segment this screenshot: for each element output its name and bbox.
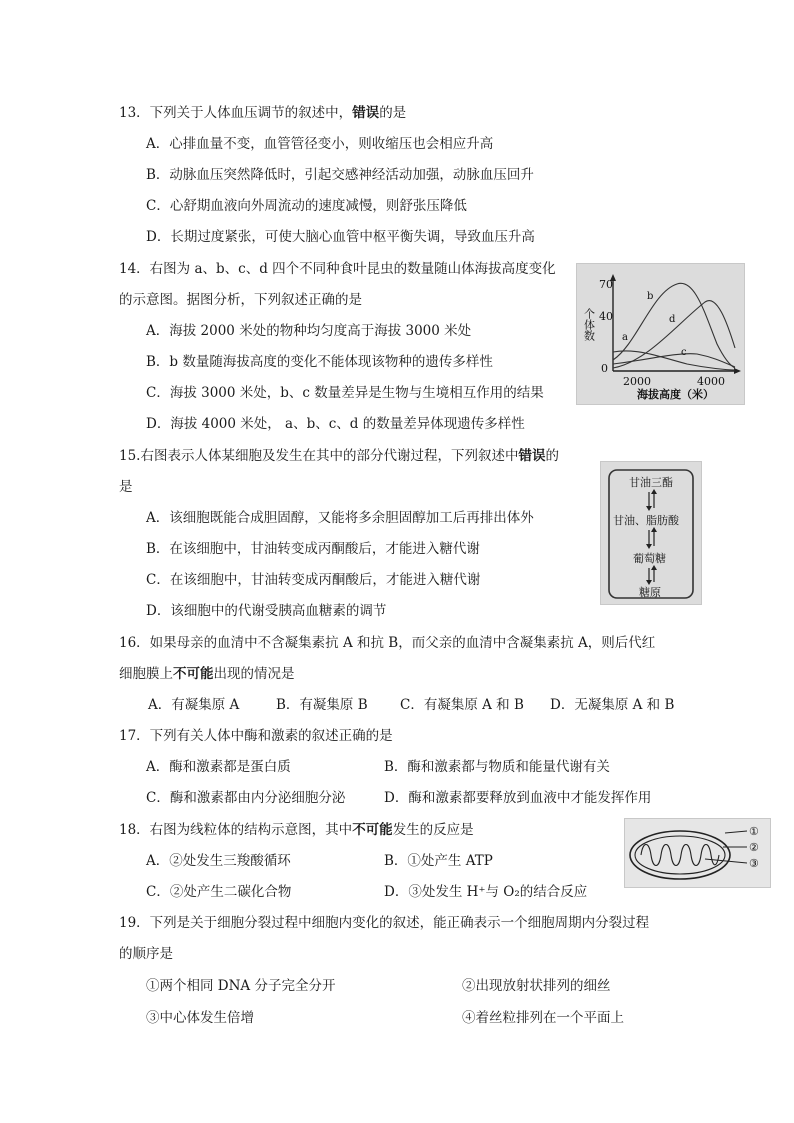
question-16-stem-line1: 16．如果母亲的血清中不含凝集素抗 A 和抗 B，而父亲的血清中含凝集素抗 A，则后代红 (119, 635, 656, 651)
y-tick-40: 40 (599, 310, 613, 323)
y-axis-label: 个体数 (582, 308, 596, 341)
pointer-line (705, 859, 747, 863)
q13-option-a: A．心排血量不变，血管管径变小，则收缩压也会相应升高 (146, 136, 494, 152)
arrow-down-icon (646, 544, 652, 549)
q18-option-a: A．②处发生三羧酸循环 (146, 853, 291, 869)
question-14-stem-line2: 的示意图。据图分析，下列叙述正确的是 (119, 292, 362, 308)
q14-option-a: A．海拔 2000 米处的物种均匀度高于海拔 3000 米处 (146, 323, 472, 339)
label-glycogen: 糖原 (639, 586, 661, 599)
altitude-insect-graph (577, 264, 744, 404)
q13-option-d: D．长期过度紧张，可使大脑心血管中枢平衡失调，导致血压升高 (146, 229, 535, 245)
label-glycerol-fatty-acid: 甘油、脂肪酸 (613, 514, 679, 527)
q15-option-a: A．该细胞既能合成胆固醇，又能将多余胆固醇加工后再排出体外 (146, 510, 534, 526)
cristae (641, 845, 719, 866)
q16-option-c: C．有凝集原 A 和 B (400, 697, 524, 713)
curve-label-a: a (622, 332, 628, 343)
arrow-down-icon (646, 580, 652, 585)
q19-item-2: ②出现放射状排列的细丝 (462, 978, 611, 994)
question-18-stem: 18．右图为线粒体的结构示意图，其中不可能发生的反应是 (119, 822, 474, 838)
question-17-stem: 17．下列有关人体中酶和激素的叙述正确的是 (119, 728, 393, 744)
question-14-stem-line1: 14．右图为 a、b、c、d 四个不同种食叶昆虫的数量随山体海拔高度变化 (119, 261, 556, 277)
curve-label-b: b (647, 291, 654, 302)
q19-item-3: ③中心体发生倍增 (146, 1010, 254, 1026)
mitochondrion-figure (624, 818, 771, 888)
q17-option-d: D．酶和激素都要释放到血液中才能发挥作用 (384, 790, 652, 806)
arrow-down-icon (646, 506, 652, 511)
curve-label-d: d (669, 314, 676, 325)
q19-item-4: ④着丝粒排列在一个平面上 (462, 1010, 624, 1026)
question-13-stem: 13．下列关于人体血压调节的叙述中，错误的是 (119, 105, 407, 121)
q14-option-b: B．b 数量随海拔高度的变化不能体现该物种的遗传多样性 (146, 354, 493, 370)
q17-option-c: C．酶和激素都由内分泌细胞分泌 (146, 790, 346, 806)
y-tick-70: 70 (599, 278, 613, 291)
q16-option-d: D．无凝集原 A 和 B (550, 697, 675, 713)
question-19-stem-line1: 19．下列是关于细胞分裂过程中细胞内变化的叙述，能正确表示一个细胞周期内分裂过程 (119, 915, 650, 931)
q17-option-a: A．酶和激素都是蛋白质 (146, 759, 291, 775)
pointer-line (725, 831, 747, 833)
q18-option-b: B．①处产生 ATP (384, 853, 493, 869)
outer-membrane (630, 831, 730, 879)
marker-1: ① (749, 825, 759, 838)
label-triglyceride: 甘油三酯 (629, 476, 673, 489)
q19-item-1: ①两个相同 DNA 分子完全分开 (146, 978, 336, 994)
q15-option-b: B．在该细胞中，甘油转变成丙酮酸后，才能进入糖代谢 (146, 541, 480, 557)
x-tick-2000: 2000 (623, 375, 651, 388)
curve-label-c: c (681, 347, 687, 358)
q13-option-c: C．心舒期血液向外周流动的速度减慢，则舒张压降低 (146, 198, 467, 214)
mitochondrion-diagram (625, 819, 770, 887)
q18-option-d: D．③处发生 H⁺与 O₂的结合反应 (384, 884, 588, 900)
q17-option-b: B．酶和激素都与物质和能量代谢有关 (384, 759, 610, 775)
arrow-up-icon (651, 527, 657, 532)
altitude-insect-figure (576, 263, 745, 405)
q16-option-a: A．有凝集原 A (148, 697, 240, 713)
x-tick-4000: 4000 (697, 375, 725, 388)
marker-3: ③ (749, 857, 759, 870)
q13-option-b: B．动脉血压突然降低时，引起交感神经活动加强，动脉血压回升 (146, 167, 534, 183)
curve-d (613, 301, 735, 368)
y-tick-0: 0 (601, 362, 608, 375)
metabolism-diagram (601, 462, 701, 604)
q15-option-c: C．在该细胞中，甘油转变成丙酮酸后，才能进入糖代谢 (146, 572, 481, 588)
q16-option-b: B．有凝集原 B (276, 697, 368, 713)
q15-option-d: D．该细胞中的代谢受胰高血糖素的调节 (146, 603, 387, 619)
question-19-stem-line2: 的顺序是 (119, 946, 173, 962)
cell-outline (609, 470, 693, 598)
question-15-stem-line1: 15.右图表示人体某细胞及发生在其中的部分代谢过程，下列叙述中错误的 (119, 448, 559, 464)
q14-option-d: D．海拔 4000 米处， a、b、c、d 的数量差异体现遗传多样性 (146, 416, 525, 432)
arrow-up-icon (651, 565, 657, 570)
liver-metabolism-figure (600, 461, 702, 605)
question-15-stem-line2: 是 (119, 479, 133, 495)
x-axis-label: 海拔高度（米） (637, 388, 714, 401)
curve-a (613, 351, 735, 370)
q14-option-c: C．海拔 3000 米处，b、c 数量差异是生物与生境相互作用的结果 (146, 385, 544, 401)
label-glucose: 葡萄糖 (633, 552, 666, 565)
x-axis-arrow (734, 368, 741, 374)
question-16-stem-line2: 细胞膜上不可能出现的情况是 (119, 666, 295, 682)
arrow-up-icon (651, 489, 657, 494)
q18-option-c: C．②处产生二碳化合物 (146, 884, 292, 900)
marker-2: ② (749, 841, 759, 854)
